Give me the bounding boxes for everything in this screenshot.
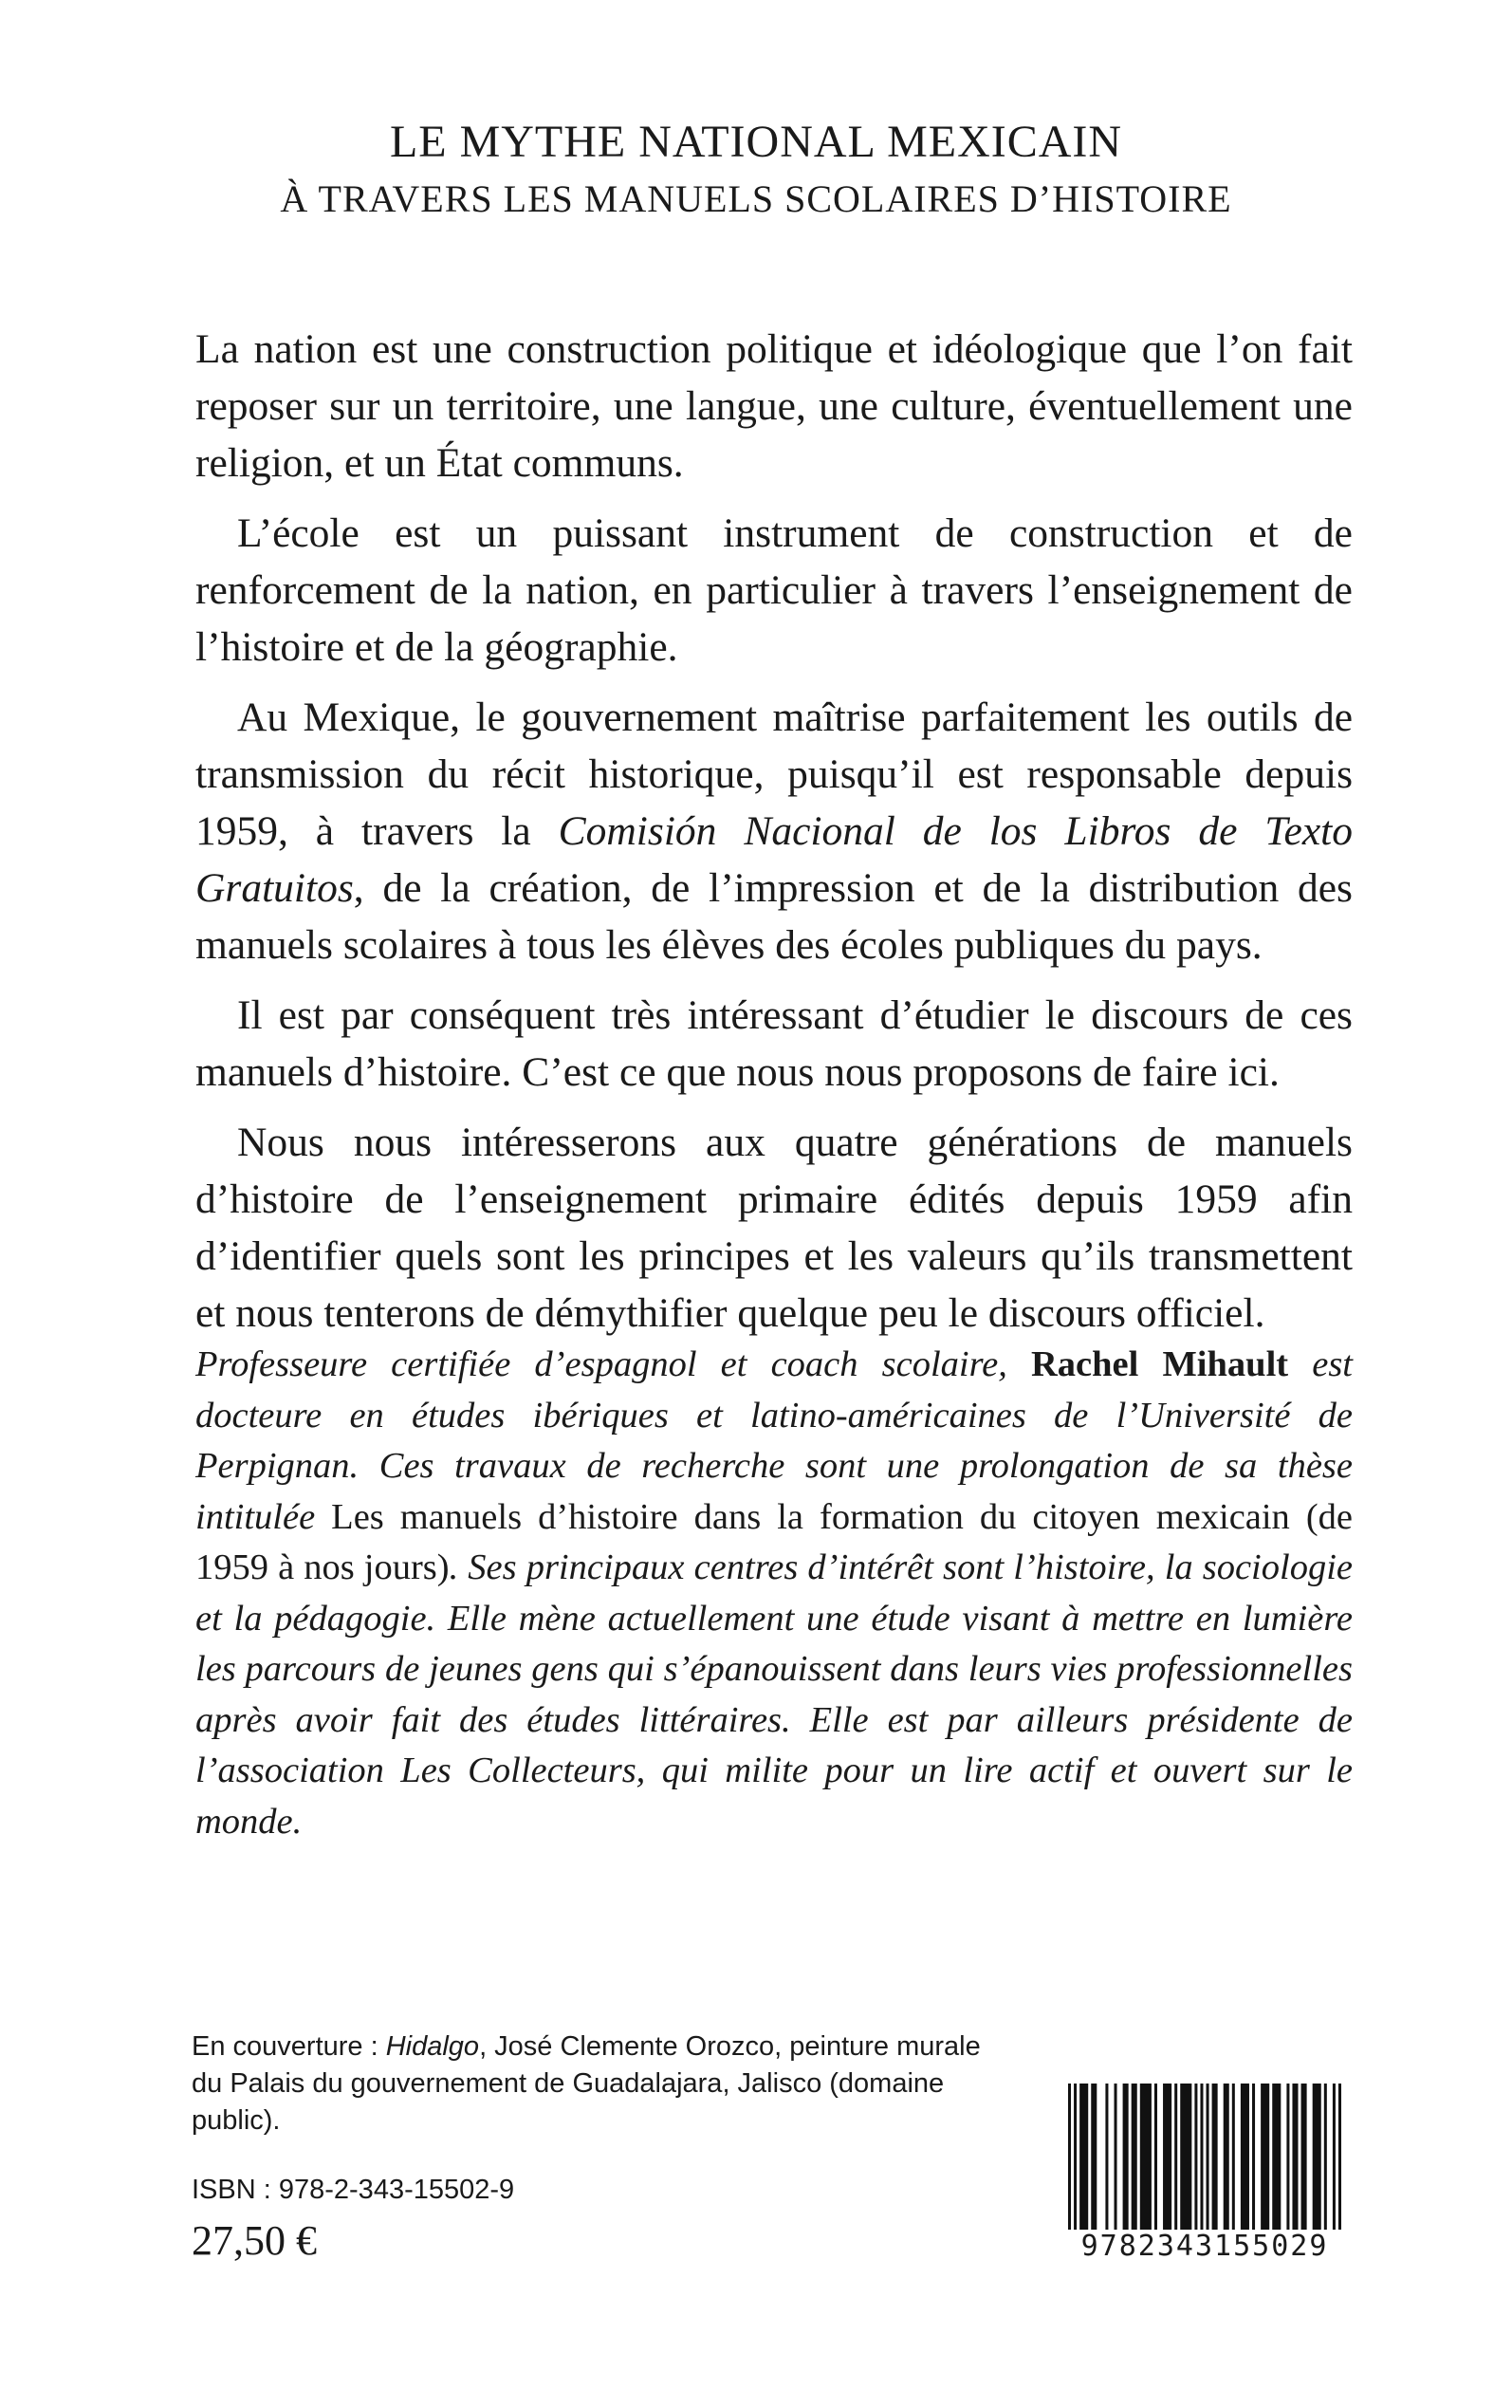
barcode (1062, 2084, 1347, 2273)
barcode-bar (1200, 2084, 1203, 2235)
credit-text: , José Clemente Orozco, peinture murale du Palais du gouvernement de Guadalajara, Jalisco (domaine public). (192, 2031, 981, 2136)
book-subtitle: À TRAVERS LES MANUELS SCOLAIRES D’HISTOIRE (280, 177, 1232, 220)
barcode-bar (1132, 2084, 1137, 2235)
author-name: Rachel Mihault (1031, 1344, 1289, 1384)
thesis-title: Les manuels d’histoire dans la formation du citoyen mexicain (de 1959 à nos jours) (195, 1496, 1353, 1587)
bio-text: est docteure en études ibériques et latino-américaines de l’Université de Perpignan. Ces travaux de recherche sont une prolongation de sa thèse intitulée (195, 1344, 1354, 1537)
barcode-bar (1324, 2084, 1327, 2235)
summary-paragraph-1: La nation est une construction politique et idéologique que l’on fait reposer sur un territoire, une langue, une culture, éventuellement une religion, et un État communs. (195, 326, 1353, 486)
barcode-bar (1313, 2084, 1321, 2235)
barcode-bar (1224, 2084, 1229, 2235)
credit-text: En couverture : (192, 2031, 386, 2062)
isbn: ISBN : 978-2-343-15502-9 (192, 2175, 515, 2205)
summary-paragraph-4: Il est par conséquent très intéressant d’étudier le discours de ces manuels d’histoire. C’est ce que nous nous proposons de faire ici. (195, 992, 1353, 1095)
back-cover-summary (195, 321, 1353, 1355)
barcode-bar (1154, 2084, 1157, 2235)
barcode-bar (1333, 2084, 1336, 2235)
author-bio (195, 1340, 1353, 1847)
barcode-bar (1286, 2084, 1289, 2235)
summary-paragraph-5: Nous nous intéresserons aux quatre générations de manuels d’histoire de l’enseignement primaire édités depuis 1959 afin d’identifier quels sont les principes et les valeurs qu’ils transmettent et nous tenterons de démythifier quelque peu le discours officiel. (195, 1120, 1353, 1336)
barcode-bar (1207, 2084, 1209, 2235)
barcode-bar (1091, 2084, 1097, 2235)
summary-text: Au Mexique, le gouvernement maîtrise parfaitement les outils de transmission du récit historique, puisqu’il est responsable depuis 1959, à travers la (195, 695, 1353, 854)
barcode-bar (1292, 2084, 1298, 2235)
book-title: LE MYTHE NATIONAL MEXICAIN (389, 117, 1123, 167)
barcode-bar (1232, 2084, 1235, 2235)
bio-text: Professeure certifiée d’espagnol et coach scolaire, (195, 1344, 1031, 1384)
barcode-digits: 9782343155029 (1062, 2230, 1347, 2263)
summary-paragraph-3 (195, 689, 1353, 973)
barcode-bar (1180, 2084, 1191, 2235)
barcode-bar (1163, 2084, 1171, 2235)
commission-name: Comisión Nacional de los Libros de Texto Gratuitos (195, 808, 1353, 911)
summary-paragraph-2: L’école est un puissant instrument de construction et de renforcement de la nation, en particulier à travers l’enseignement de l’histoire et de la géographie. (195, 510, 1353, 670)
price: 27,50 € (192, 2217, 317, 2264)
barcode-bar (1261, 2084, 1269, 2235)
barcode-bar (1079, 2084, 1088, 2235)
barcode-bar (1194, 2084, 1197, 2235)
barcode-bar (1301, 2084, 1307, 2235)
barcode-bar (1252, 2084, 1255, 2235)
artwork-title: Hidalgo (385, 2031, 480, 2062)
barcode-bar (1241, 2084, 1249, 2235)
barcode-bar (1174, 2084, 1177, 2235)
barcode-bar (1123, 2084, 1129, 2235)
bio-text: . Ses principaux centres d’intérêt sont l’histoire, la sociologie et la pédagogie. Elle mène actuellement une étude visant à mettre en lumière les parcours de jeunes gens qui s’épanouissent dans leurs vies professionnelles après avoir fait des études littéraires. Elle est par ailleurs présidente de l’association Les Collecteurs, qui milite pour un lire actif et ouvert sur le monde. (195, 1547, 1353, 1842)
barcode-bar (1212, 2084, 1218, 2235)
barcode-bar (1338, 2084, 1341, 2235)
barcode-bar (1115, 2084, 1117, 2235)
barcode-bars (1062, 2084, 1347, 2235)
barcode-bar (1074, 2084, 1077, 2235)
barcode-bar (1272, 2084, 1281, 2235)
author-bio-paragraph (195, 1340, 1353, 1847)
summary-text: , de la création, de l’impression et de la distribution des manuels scolaires à tous les élèves des écoles publiques du pays. (195, 865, 1353, 968)
barcode-bar (1068, 2084, 1071, 2235)
cover-credit (192, 2028, 1007, 2139)
barcode-bar (1140, 2084, 1152, 2235)
barcode-bar (1105, 2084, 1108, 2235)
